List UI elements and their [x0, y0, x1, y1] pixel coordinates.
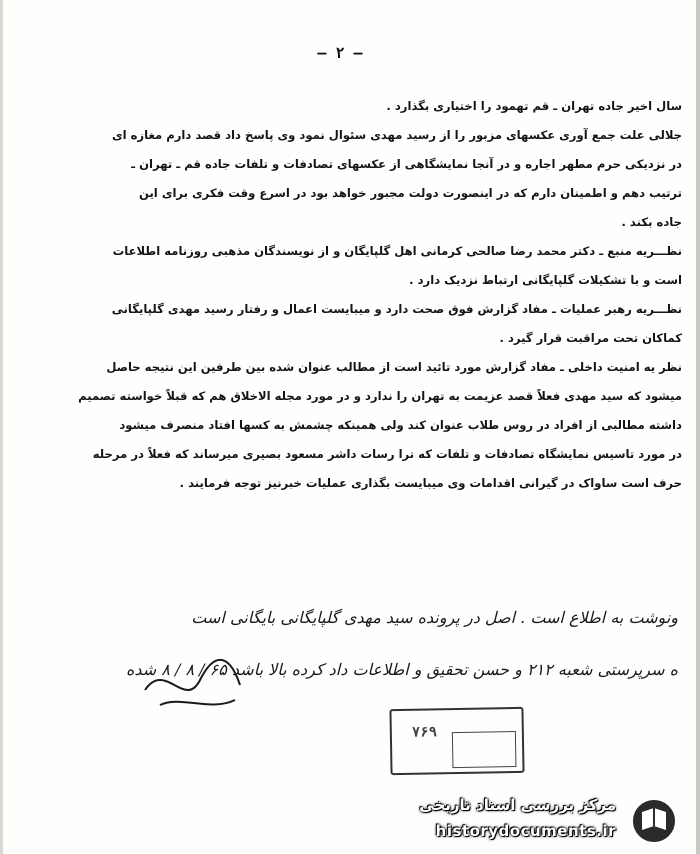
paragraph-operations-opinion: [18, 295, 682, 353]
paragraph-source-opinion: [18, 237, 682, 295]
document-body: [18, 92, 682, 498]
text-line: است و با تشکیلات گلپایگانی ارتباط نزدیک دارد .: [409, 273, 682, 287]
watermark-title: مرکز بررسی اسناد تاریخی: [419, 796, 616, 814]
signature-flourish: [140, 650, 250, 720]
page-number: — ۲ —: [317, 44, 363, 62]
archive-stamp: [389, 707, 524, 775]
scan-edge-left: [0, 0, 3, 854]
stamp-inner-box: [452, 731, 517, 768]
text-line: نظر یه امنیت داخلی ـ مفاد گزارش مورد تائید است از مطالب عنوان شده بین طرفین این نتیجه حاصل: [106, 360, 682, 374]
text-line: ترتیب دهم و اطمینان دارم که در اینصورت دولت مجبور خواهد بود در اسرع وقت فکری برای این: [139, 186, 682, 200]
paragraph-1: [18, 92, 682, 237]
handwritten-note-2: ه سرپرستی شعبه ۲۱۲ و حسن تحقیق و اطلاعات داد کرده بالا باشد ۶۵ / ۸ / ۸ شده: [126, 660, 678, 679]
watermark-url: historydocuments.ir: [435, 822, 616, 840]
text-line: سال اخیر جاده تهران ـ قم تهمود را اختیاری بگذارد .: [386, 99, 682, 113]
text-line: کماکان تحت مراقبت قرار گیرد .: [499, 331, 682, 345]
archive-logo-icon: [628, 796, 680, 846]
stamp-number: ۷۶۹: [411, 724, 438, 741]
text-line: جاده بکند .: [621, 215, 682, 229]
text-line: در مورد تاسیس نمایشگاه تصادفات و تلفات که ترا رسات داشر مسعود بصیری میرساند که فعلاً در مرحله: [92, 447, 682, 461]
text-line: داشته مطالبی از افراد در روس طلاب عنوان کند ولی همینکه چشمش به کسها افتاد منصرف میشود: [119, 418, 682, 432]
paragraph-security-opinion: [18, 353, 682, 498]
text-line: نظـــریه منبع ـ دکتر محمد رضا صالحی کرمانی اهل گلپایگان و از نویسندگان مذهبی روزنامه اطلاعات: [112, 244, 682, 258]
watermark: [386, 794, 686, 848]
text-line: حرف است ساواک در گیرانی اقدامات وی میبایست بگذاری عملیات خبرنیز توجه فرمایند .: [179, 476, 682, 490]
text-line: نظـــریه رهبر عملیات ـ مفاد گزارش فوق صحت دارد و میبایست اعمال و رفتار رسید مهدی گلپایگانی: [111, 302, 682, 316]
scan-edge-right: [696, 0, 700, 854]
text-line: در نزدیکی حرم مطهر اجاره و در آنجا نمایشگاهی از عکسهای تصادفات و تلفات جاده قم ـ تهران ـ: [131, 157, 682, 171]
text-line: میشود که سید مهدی فعلاً قصد عزیمت به تهران را ندارد و در مورد مجله الاخلاق هم که قبلاً خواسته تصمیم: [78, 389, 682, 403]
handwritten-note-1: ونوشت به اطلاع است . اصل در پرونده سید مهدی گلپایگانی بایگانی است: [191, 608, 678, 627]
text-line: جلالی علت جمع آوری عکسهای مزبور را از رسید مهدی سئوال نمود وی پاسخ داد قصد دارم مغازه ای: [111, 128, 682, 142]
